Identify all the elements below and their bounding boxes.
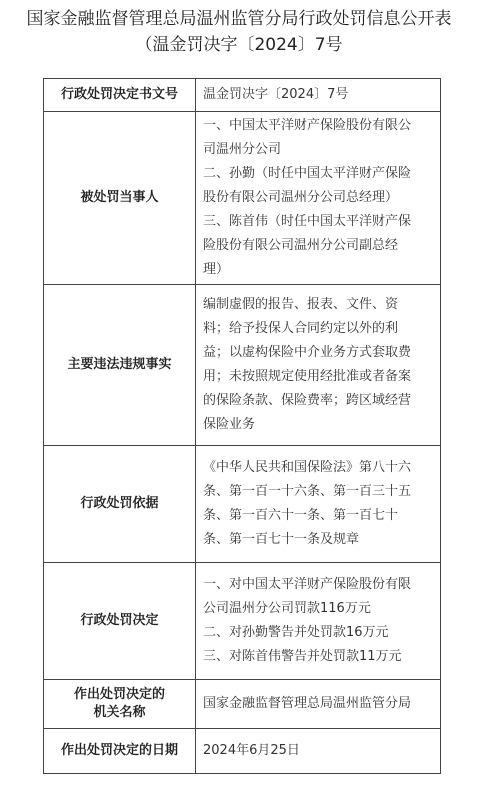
content-line: 一、对中国太平洋财产保险股份有限 <box>203 577 412 592</box>
content-line: 用；未按照规定使用经批准或者备案 <box>203 369 412 384</box>
row-label: 行政处罚决定 <box>44 563 196 680</box>
content-line: 保险业务 <box>203 417 256 432</box>
label-line: 机关名称 <box>93 705 146 720</box>
content-line: 二、对孙勤警告并处罚款16万元 <box>203 625 389 640</box>
content-line: 条、第一百六十一条、第一百七十 <box>203 508 399 523</box>
content-line: 险股份有限公司温州分公司副总经 <box>203 238 399 253</box>
document-title <box>0 0 478 58</box>
row-content <box>196 563 441 680</box>
penalty-info-table <box>43 78 441 774</box>
table-row-decision-number <box>44 79 441 112</box>
content-line: 《中华人民共和国保险法》第八十六 <box>203 460 412 475</box>
label-line: 作出处罚决定的 <box>73 687 165 702</box>
row-content <box>196 680 441 729</box>
row-content <box>196 285 441 446</box>
content-line: 的保险条款、保险费率；跨区域经营 <box>203 393 412 408</box>
content-line: 2024年6月25日 <box>203 743 300 758</box>
content-line: 司温州分公司 <box>203 142 282 157</box>
row-label: 主要违法违规事实 <box>44 285 196 446</box>
row-content <box>196 729 441 774</box>
content-line: 一、中国太平洋财产保险股份有限公 <box>203 118 412 133</box>
row-label: 行政处罚决定书文号 <box>44 79 196 112</box>
content-line: 温金罚决字〔2024〕7号 <box>203 87 349 102</box>
table-row-decision-date <box>44 729 441 774</box>
row-label: 被处罚当事人 <box>44 112 196 285</box>
row-label: 作出处罚决定的日期 <box>44 729 196 774</box>
table-row-legal-basis <box>44 446 441 563</box>
table-row-authority <box>44 680 441 729</box>
title-line-2: （温金罚决字〔2024〕7号 <box>135 35 343 55</box>
table-row-violation-facts <box>44 285 441 446</box>
content-line: 公司温州分公司罚款116万元 <box>203 601 371 616</box>
content-line: 益；以虚构保险中介业务方式套取费 <box>203 345 412 360</box>
content-line: 三、对陈首伟警告并处罚款11万元 <box>203 649 402 664</box>
title-line-1: 国家金融监督管理总局温州监管分局行政处罚信息公开表 <box>26 9 452 29</box>
table-row-penalized-party <box>44 112 441 285</box>
table-row-penalty-decision <box>44 563 441 680</box>
content-line: 条、第一百七十一条及规章 <box>203 532 360 547</box>
content-line: 编制虚假的报告、报表、文件、资 <box>203 297 399 312</box>
row-content <box>196 446 441 563</box>
content-line: 三、陈首伟（时任中国太平洋财产保 <box>203 214 412 229</box>
row-label <box>44 680 196 729</box>
content-line: 国家金融监督管理总局温州监管分局 <box>203 696 412 711</box>
row-content <box>196 79 441 112</box>
row-label: 行政处罚依据 <box>44 446 196 563</box>
row-content <box>196 112 441 285</box>
content-line: 二、孙勤（时任中国太平洋财产保险 <box>203 166 412 181</box>
content-line: 理） <box>203 262 230 277</box>
content-line: 条、第一百一十六条、第一百三十五 <box>203 484 412 499</box>
content-line: 股份有限公司温州分公司总经理） <box>203 190 399 205</box>
content-line: 料；给予投保人合同约定以外的利 <box>203 321 399 336</box>
